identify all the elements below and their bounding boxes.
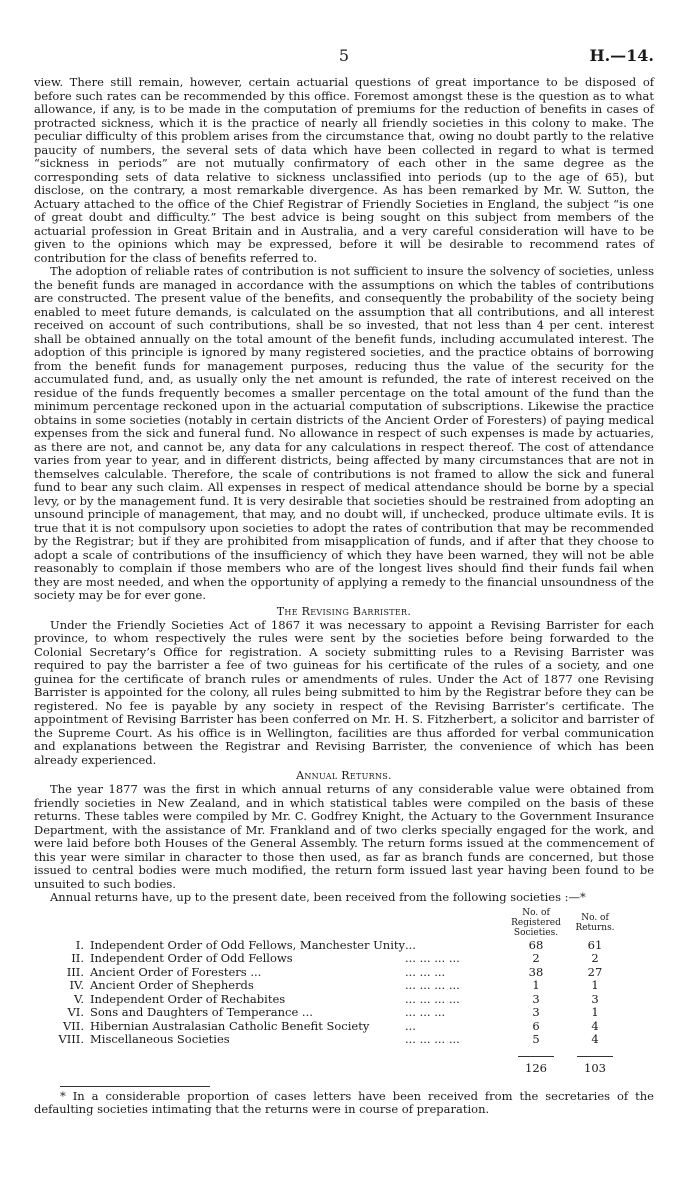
section-heading-annual-returns: Annual Returns. — [296, 769, 392, 782]
paragraph-revising-barrister: Under the Friendly Societies Act of 1867 it was necessary to appoint a Revising Barrister for each province, to whom respectively the rules were sent by the societies before being forwarded to the Colonial Secretary’s Office for registration. A society submitting rules to a Revising Barrister was required to pay the barrister a fee of two guineas for his certificate of the rules of a society, and one guinea for the certificate of branch rules or amendments of rules. Under the Act of 1877 one Revising Barrister is appointed for the colony, all rules being submitted to him by the Registrar before they can be registered. No fee is payable by any society in respect of the Revising Barrister’s certificate. The appointment of Revising Barrister has been conferred on Mr. H. S. Fitzherbert, a solicitor and barrister of the Supreme Court. As his office is in Wellington, facilities are thus afforded for verbal communication and explanations between the Registrar and Revising Barrister, the convenience of which has been already experienced. — [34, 617, 654, 767]
column-header-returns: No. of Returns. — [575, 912, 615, 933]
leader-dots: ... ... ... — [405, 964, 446, 979]
leader-dots: ... — [405, 937, 416, 952]
paragraph-contribution-rates: The adoption of reliable rates of contribution is not sufficient to insure the solvency of societies, unless the benefit funds are managed in accordance with the assumptions on which the tables of contributions are constructed. The present value of the benefits, and consequently the probability of the society being enabled to meet future demands, is calculated on the assumption that all contributions, and all interest received on account of such contributions, shall be so invested, that not less than 4 per cent. interest shall be obtained annually on the total amount of the benefit funds, including accumulated interest. The adoption of this principle is ignored by many registered societies, and the practice obtains of borrowing from the benefit funds for management purposes, reducing thus the value of the security for the accumulated fund, and, as usually only the net amount is refunded, the rate of interest received on the residue of the funds frequently becomes a smaller percentage on the total amount of the fund than the minimum percentage reckoned upon in the actuarial computation of subscriptions. Likewise the practice obtains in some societies (notably in certain districts of the Ancient Order of Foresters) of paying medical expenses from the sick and funeral fund. No allowance in respect of such expenses is made by actuaries, as there are not, and cannot be, any data for any calculations in respect thereof. The cost of attendance varies from year to year, and in different districts, being affected by many circumstances that are not in themselves calculable. Therefore, the scale of contributions is not framed to allow the sick and funeral fund to bear any such claim. All expenses in respect of medical attendance should be borne by a special levy, or by the management fund. It is very desirable that societies should be restrained from adopting an unsound principle of management, that may, and no doubt will, if unchecked, produce ultimate evils. It is true that it is not compulsory upon societies to adopt the rates of contribution that may be recommended by the Registrar; but if they are prohibited from misapplication of funds, and if after that they choose to adopt a scale of contributions of the insufficiency of which they have been warned, they will not be able reasonably to complain if those members who are of the longest lives should find their funds fail when they are most needed, and when the opportunity of applying a remedy to the financial unsoundness of the society may be for ever gone. — [34, 264, 654, 602]
paragraph-returns-intro: Annual returns have, up to the present date, been received from the following societies :—* — [50, 890, 586, 904]
returns-count: 4 — [591, 1032, 599, 1046]
registered-count: 2 — [532, 951, 540, 965]
returns-count: 61 — [587, 937, 603, 952]
page-header — [34, 0, 654, 76]
returns-count: 1 — [591, 978, 599, 992]
row-number: VI. — [67, 1005, 84, 1019]
document-body — [34, 76, 654, 1117]
total-rule — [577, 1056, 613, 1057]
societies-table — [48, 907, 623, 1076]
society-name: Hibernian Australasian Catholic Benefit Society — [90, 1018, 370, 1033]
paragraph-annual-returns: The year 1877 was the first in which annual returns of any considerable value were obtained from friendly societies in New Zealand, and in which statistical tables were compiled on the basis of these returns. These tables were compiled by Mr. C. Godfrey Knight, the Actuary to the Government Insurance Department, with the assistance of Mr. Frankland and of two clerks specially engaged for the work, and were laid before both Houses of the General Assembly. The return forms issued at the commencement of this year were similar in character to those then used, as far as branch funds are concerned, but those issued to central bodies were much modified, the return form issued last year having been found to be unsuited to such bodies. — [34, 782, 654, 891]
table-row — [48, 1006, 623, 1020]
registered-count: 5 — [532, 1032, 540, 1046]
column-header-registered: No. of Registered Societies. — [511, 907, 561, 938]
row-number: II. — [71, 951, 84, 965]
society-name: Ancient Order of Shepherds — [90, 978, 254, 992]
returns-count: 1 — [591, 1005, 599, 1019]
leader-dots: ... ... ... — [405, 1005, 446, 1019]
row-number: V. — [74, 991, 84, 1006]
footnote-rule — [60, 1086, 210, 1087]
table-row — [48, 939, 623, 953]
returns-count: 3 — [591, 991, 599, 1006]
leader-dots: ... ... ... ... — [405, 951, 460, 965]
row-number: I. — [75, 937, 84, 952]
total-registered: 126 — [525, 1061, 547, 1075]
table-total-row — [48, 1060, 623, 1076]
row-number: III. — [66, 964, 84, 979]
paragraph-view: view. There still remain, however, certain actuarial questions of great importance to be disposed of before such rates can be recommended by this office. Foremost amongst these is the question as to what allowance, if any, is to be made in the computation of premiums for the reduction of benefits in cases of protracted sickness, which it is the practice of nearly all friendly societies in this colony to make. The peculiar difficulty of this problem arises from the circumstance that, owing no doubt partly to the relative paucity of numbers, the several sets of data which have been collected in regard to what is termed “sickness in periods” are not mutually confirmatory of each other in the same degree as the corresponding sets of data relative to sickness unclassified into periods (up to the age of 65), but disclose, on the contrary, a most remarkable divergence. As has been remarked by Mr. W. Sutton, the Actuary attached to the office of the Chief Registrar of Friendly Societies in England, the subject “is one of great doubt and difficulty.” The best advice is being sought on this subject from members of the actuarial profession in Great Britain and in Australia, and a very careful consideration will have to be given to the opinions which may be expressed, before it will be desirable to recommend rates of contribution for the class of benefits referred to. — [34, 75, 654, 265]
row-number: VIII. — [58, 1032, 84, 1046]
table-row — [48, 979, 623, 993]
society-name: Miscellaneous Societies — [90, 1032, 230, 1046]
table-row — [48, 966, 623, 980]
registered-count: 68 — [528, 937, 544, 952]
table-row — [48, 1033, 623, 1047]
registered-count: 6 — [532, 1018, 540, 1033]
section-heading-revising-barrister: The Revising Barrister. — [276, 604, 412, 618]
societies-table-body — [48, 939, 623, 1047]
document-reference: H.—14. — [589, 46, 654, 65]
society-name: Independent Order of Odd Fellows, Manchester Unity — [90, 937, 405, 952]
leader-dots: ... — [405, 1018, 416, 1033]
registered-count: 38 — [528, 964, 544, 979]
registered-count: 1 — [532, 978, 540, 992]
table-row — [48, 993, 623, 1007]
footnote: * In a considerable proportion of cases letters have been received from the secretaries of the defaulting societies intimating that the returns were in course of preparation. — [34, 1088, 654, 1116]
leader-dots: ... ... ... ... — [405, 991, 460, 1006]
registered-count: 3 — [532, 991, 540, 1006]
society-name: Ancient Order of Foresters ... — [90, 964, 262, 979]
returns-count: 4 — [591, 1018, 599, 1033]
table-total-rule-row — [48, 1047, 623, 1061]
society-name: Independent Order of Rechabites — [90, 991, 286, 1006]
returns-count: 27 — [587, 964, 603, 979]
row-number: VII. — [62, 1018, 84, 1033]
table-row — [48, 952, 623, 966]
page-number: 5 — [338, 46, 350, 65]
registered-count: 3 — [532, 1005, 540, 1019]
table-header-row — [48, 907, 623, 939]
returns-count: 2 — [591, 951, 599, 965]
total-rule — [518, 1056, 554, 1057]
total-returns: 103 — [584, 1061, 606, 1075]
society-name: Sons and Daughters of Temperance ... — [90, 1005, 313, 1019]
table-row — [48, 1020, 623, 1034]
leader-dots: ... ... ... ... — [405, 1032, 460, 1046]
society-name: Independent Order of Odd Fellows — [90, 951, 293, 965]
leader-dots: ... ... ... ... — [405, 978, 460, 992]
row-number: IV. — [69, 978, 84, 992]
